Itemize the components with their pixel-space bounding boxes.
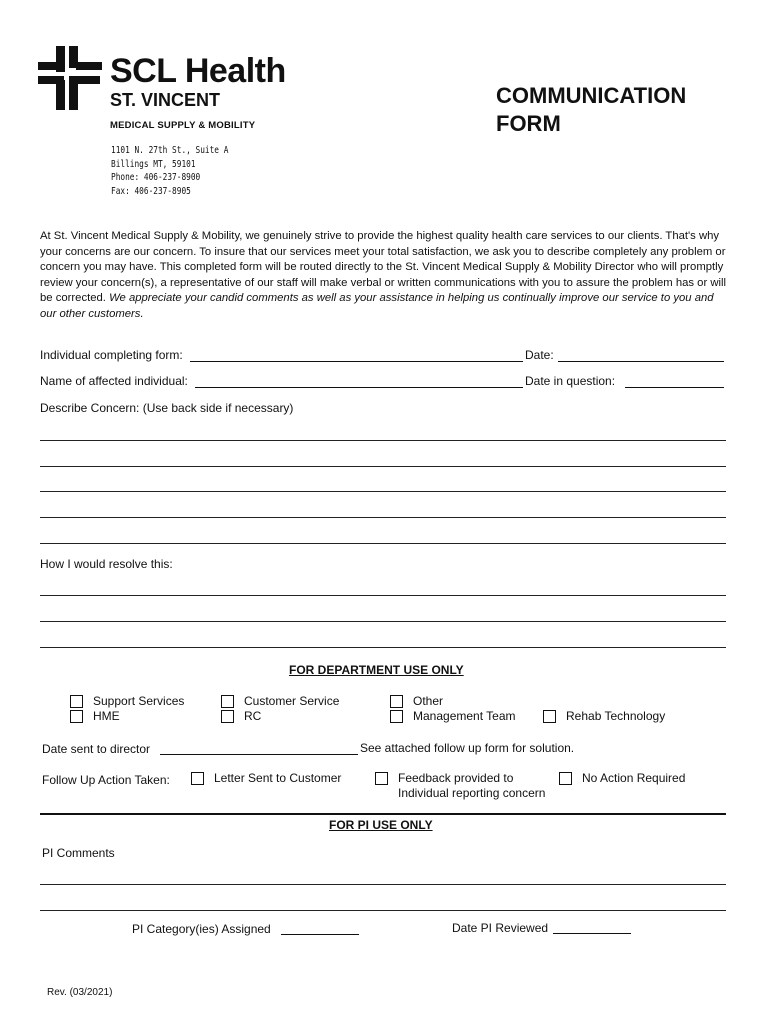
affected-individual-field[interactable] <box>195 387 523 388</box>
date-pi-reviewed-field[interactable] <box>553 933 631 934</box>
intro-italic: We appreciate your candid comments as well as your assistance in helping us continually improve our service to you and our other customers. <box>40 292 714 320</box>
checkbox-icon[interactable] <box>70 695 83 708</box>
pi-use-heading: FOR PI USE ONLY <box>329 818 433 832</box>
department-use-heading: FOR DEPARTMENT USE ONLY <box>289 663 464 677</box>
pi-comments-line[interactable] <box>40 884 726 885</box>
follow-up-label: Follow Up Action Taken: <box>42 773 170 787</box>
location-name: ST. VINCENT <box>110 90 221 110</box>
checkbox-icon[interactable] <box>543 710 556 723</box>
address-line: Billings MT, 59101 <box>111 158 196 170</box>
concern-line[interactable] <box>40 517 726 518</box>
feedback-provided-checkbox[interactable]: Feedback provided to Individual reporting concern <box>375 771 545 801</box>
checkbox-icon[interactable] <box>221 710 234 723</box>
fax-line: Fax: 406-237-8905 <box>111 185 191 197</box>
customer-service-checkbox[interactable]: Customer Service <box>221 694 339 708</box>
concern-line[interactable] <box>40 466 726 467</box>
date-pi-reviewed-label: Date PI Reviewed <box>452 921 549 935</box>
hme-checkbox[interactable]: HME <box>70 709 120 723</box>
checkbox-icon[interactable] <box>390 695 403 708</box>
resolve-line[interactable] <box>40 647 726 648</box>
resolve-label: How I would resolve this: <box>40 557 173 571</box>
affected-individual-label: Name of affected individual: <box>40 374 188 388</box>
rc-checkbox[interactable]: RC <box>221 709 261 723</box>
date-field[interactable] <box>558 361 724 362</box>
resolve-line[interactable] <box>40 621 726 622</box>
concern-line[interactable] <box>40 440 726 441</box>
pi-category-label: PI Category(ies) Assigned <box>132 922 271 936</box>
date-in-question-label: Date in question: <box>525 374 616 388</box>
checkbox-icon[interactable] <box>70 710 83 723</box>
describe-concern-label: Describe Concern: (Use back side if necessary) <box>40 401 294 415</box>
checkbox-icon[interactable] <box>221 695 234 708</box>
checkbox-icon[interactable] <box>390 710 403 723</box>
date-sent-field[interactable] <box>160 754 358 755</box>
pi-comments-line[interactable] <box>40 910 726 911</box>
letter-sent-checkbox[interactable]: Letter Sent to Customer <box>191 771 341 785</box>
division-name: MEDICAL SUPPLY & MOBILITY <box>110 120 256 131</box>
date-label: Date: <box>525 348 554 362</box>
pi-comments-label: PI Comments <box>42 846 115 860</box>
checkbox-icon[interactable] <box>559 772 572 785</box>
intro-paragraph: At St. Vincent Medical Supply & Mobility, we genuinely strive to provide the highest quality health care services to our clients. That's why your concerns are our concern. To insure that our services meet your total satisfaction, we ask you to describe completely any problem or concern you may have. This completed form will be routed directly to the St. Vincent Medical Supply & Mobility Director who will promptly review your concern(s), a representative of our staff will make verbal or written communications with you to assure the problem has or will be corrected. We appreciate your candid comments as well as your assistance in helping us continually improve our service to you and our other customers. <box>40 230 727 320</box>
no-action-required-checkbox[interactable]: No Action Required <box>559 771 685 785</box>
resolve-line[interactable] <box>40 595 726 596</box>
section-divider <box>40 813 726 815</box>
form-title: COMMUNICATION FORM <box>496 83 687 136</box>
brand-name: SCL Health <box>110 52 286 90</box>
individual-completing-field[interactable] <box>190 361 523 362</box>
checkbox-icon[interactable] <box>375 772 388 785</box>
management-team-checkbox[interactable]: Management Team <box>390 709 516 723</box>
pi-category-field[interactable] <box>281 934 359 935</box>
see-attached-text: See attached follow up form for solution. <box>360 741 575 755</box>
rehab-technology-checkbox[interactable]: Rehab Technology <box>543 709 665 723</box>
date-sent-label: Date sent to director <box>42 742 151 756</box>
revision-label: Rev. (03/2021) <box>47 987 113 998</box>
date-in-question-field[interactable] <box>625 387 724 388</box>
address-line: 1101 N. 27th St., Suite A <box>111 145 229 156</box>
concern-line[interactable] <box>40 543 726 544</box>
concern-line[interactable] <box>40 491 726 492</box>
checkbox-icon[interactable] <box>191 772 204 785</box>
address-block <box>111 144 228 198</box>
scl-health-logo-icon <box>36 44 104 114</box>
other-checkbox[interactable]: Other <box>390 694 443 708</box>
phone-line: Phone: 406-237-8900 <box>111 172 201 183</box>
individual-completing-label: Individual completing form: <box>40 348 183 362</box>
support-services-checkbox[interactable]: Support Services <box>70 694 184 708</box>
